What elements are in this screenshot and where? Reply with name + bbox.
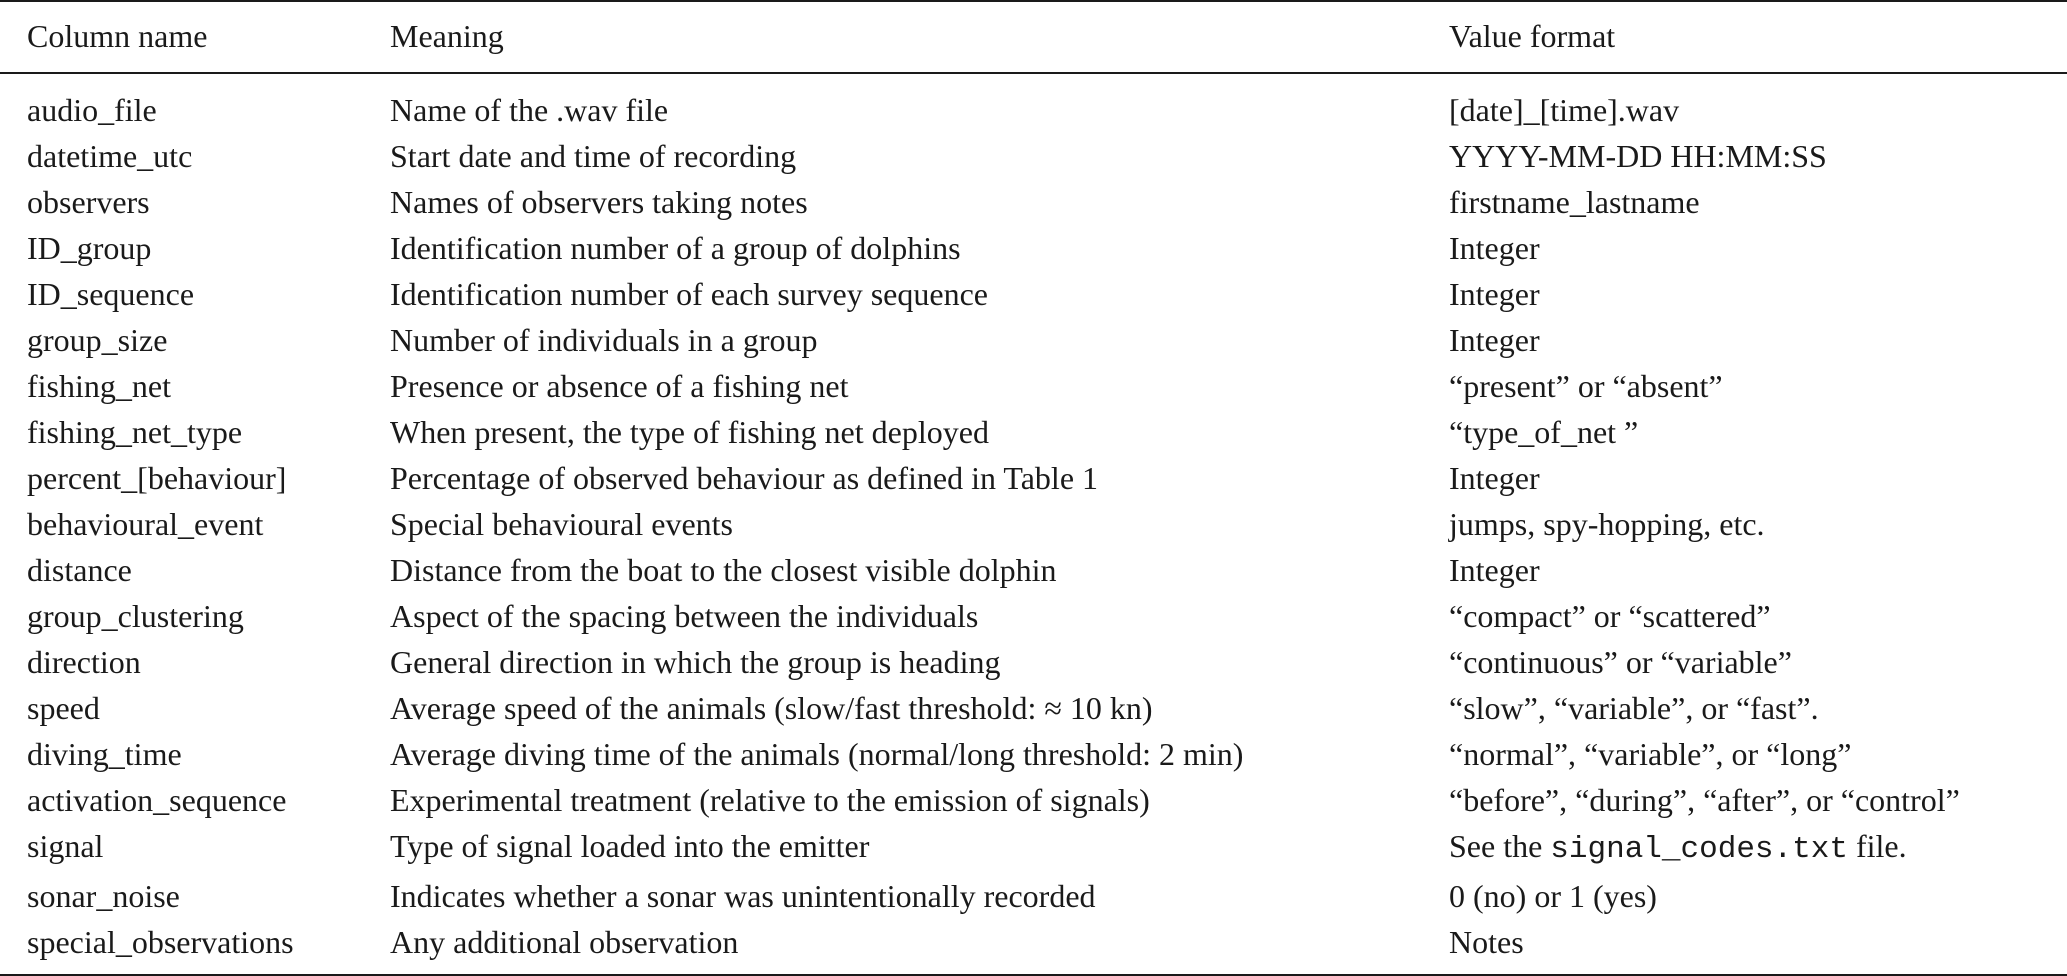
cell-meaning: Name of the .wav file xyxy=(390,92,669,128)
cell-column-name: diving_time xyxy=(27,736,182,772)
cell-meaning: Aspect of the spacing between the individuals xyxy=(390,598,979,634)
cell-value-format: Integer xyxy=(1449,460,1540,496)
cell-column-name: direction xyxy=(27,644,141,680)
cell-column-name: group_size xyxy=(27,322,168,358)
cell-meaning: Number of individuals in a group xyxy=(390,322,818,358)
table-row xyxy=(0,409,2067,455)
cell-value-format: Integer xyxy=(1449,276,1540,312)
cell-column-name: sonar_noise xyxy=(27,878,180,914)
cell-meaning: Special behavioural events xyxy=(390,506,733,542)
table-row xyxy=(0,639,2067,685)
header-column-name: Column name xyxy=(0,1,390,73)
cell-column-name: speed xyxy=(27,690,100,726)
cell-value-format: jumps, spy-hopping, etc. xyxy=(1449,506,1765,542)
cell-value-format: [date]_[time].wav xyxy=(1449,92,1680,128)
cell-value-format: 0 (no) or 1 (yes) xyxy=(1449,878,1657,914)
cell-value-format: Integer xyxy=(1449,322,1540,358)
table-row xyxy=(0,593,2067,639)
cell-value-format: Integer xyxy=(1449,230,1540,266)
cell-value-format: “type_of_net ” xyxy=(1449,414,1639,450)
cell-meaning: Average diving time of the animals (normal/long threshold: 2 min) xyxy=(390,736,1244,772)
cell-value-format: “compact” or “scattered” xyxy=(1449,598,1771,634)
cell-meaning: Names of observers taking notes xyxy=(390,184,808,220)
cell-column-name: signal xyxy=(27,828,104,864)
format-prefix: See the xyxy=(1449,828,1543,864)
cell-value-format: “present” or “absent” xyxy=(1449,368,1723,404)
cell-value-format: YYYY-MM-DD HH:MM:SS xyxy=(1449,138,1827,174)
table-row xyxy=(0,873,2067,919)
header-row xyxy=(0,1,2067,73)
cell-meaning: Percentage of observed behaviour as defined in Table 1 xyxy=(390,460,1099,496)
cell-meaning: General direction in which the group is heading xyxy=(390,644,1001,680)
cell-column-name: group_clustering xyxy=(27,598,244,634)
table-row xyxy=(0,685,2067,731)
cell-meaning: Indicates whether a sonar was unintentionally recorded xyxy=(390,878,1096,914)
cell-column-name: special_observations xyxy=(0,919,390,975)
cell-column-name: percent_[behaviour] xyxy=(27,460,287,496)
table-row xyxy=(0,271,2067,317)
table-row xyxy=(0,919,2067,975)
cell-meaning: Type of signal loaded into the emitter xyxy=(390,828,870,864)
table-row xyxy=(0,731,2067,777)
cell-value-format: firstname_lastname xyxy=(1449,184,1700,220)
cell-column-name: distance xyxy=(27,552,132,588)
cell-meaning: Start date and time of recording xyxy=(390,138,797,174)
table-row xyxy=(0,823,2067,873)
cell-value-format: Integer xyxy=(1449,552,1540,588)
table-row xyxy=(0,179,2067,225)
cell-column-name: observers xyxy=(27,184,150,220)
cell-value-format: “normal”, “variable”, or “long” xyxy=(1449,736,1852,772)
table-row xyxy=(0,225,2067,271)
cell-column-name: fishing_net_type xyxy=(27,414,243,450)
table-row xyxy=(0,133,2067,179)
signal-codes-filename: signal_codes.txt xyxy=(1550,832,1848,867)
table-row xyxy=(0,777,2067,823)
cell-value-format: “continuous” or “variable” xyxy=(1449,644,1792,680)
cell-meaning: Distance from the boat to the closest visible dolphin xyxy=(390,552,1057,588)
cell-meaning: Any additional observation xyxy=(390,919,1449,975)
table-row xyxy=(0,501,2067,547)
cell-meaning: Identification number of each survey sequence xyxy=(390,276,988,312)
cell-value-format: Notes xyxy=(1449,919,2067,975)
cell-column-name: activation_sequence xyxy=(27,782,287,818)
format-suffix: file. xyxy=(1855,828,1907,864)
cell-meaning: Identification number of a group of dolphins xyxy=(390,230,961,266)
cell-column-name: datetime_utc xyxy=(27,138,193,174)
table-row xyxy=(0,455,2067,501)
cell-column-name: behavioural_event xyxy=(27,506,264,542)
cell-column-name: audio_file xyxy=(27,92,157,128)
cell-meaning: When present, the type of fishing net deployed xyxy=(390,414,989,450)
cell-value-format xyxy=(1449,823,2067,873)
header-value-format: Value format xyxy=(1449,1,2067,73)
cell-meaning: Presence or absence of a fishing net xyxy=(390,368,849,404)
cell-column-name: ID_group xyxy=(27,230,152,266)
cell-value-format: “slow”, “variable”, or “fast”. xyxy=(1449,690,1819,726)
table-row xyxy=(0,363,2067,409)
cell-value-format: “before”, “during”, “after”, or “control” xyxy=(1449,782,1960,818)
cell-meaning: Experimental treatment (relative to the emission of signals) xyxy=(390,782,1150,818)
table-row xyxy=(0,547,2067,593)
cell-column-name: ID_sequence xyxy=(27,276,195,312)
header-meaning: Meaning xyxy=(390,1,1449,73)
cell-meaning: Average speed of the animals (slow/fast threshold: ≈ 10 kn) xyxy=(390,690,1153,726)
cell-column-name: fishing_net xyxy=(27,368,171,404)
table-row xyxy=(0,73,2067,133)
table-body xyxy=(0,73,2067,975)
table-header xyxy=(0,1,2067,73)
table-row xyxy=(0,317,2067,363)
